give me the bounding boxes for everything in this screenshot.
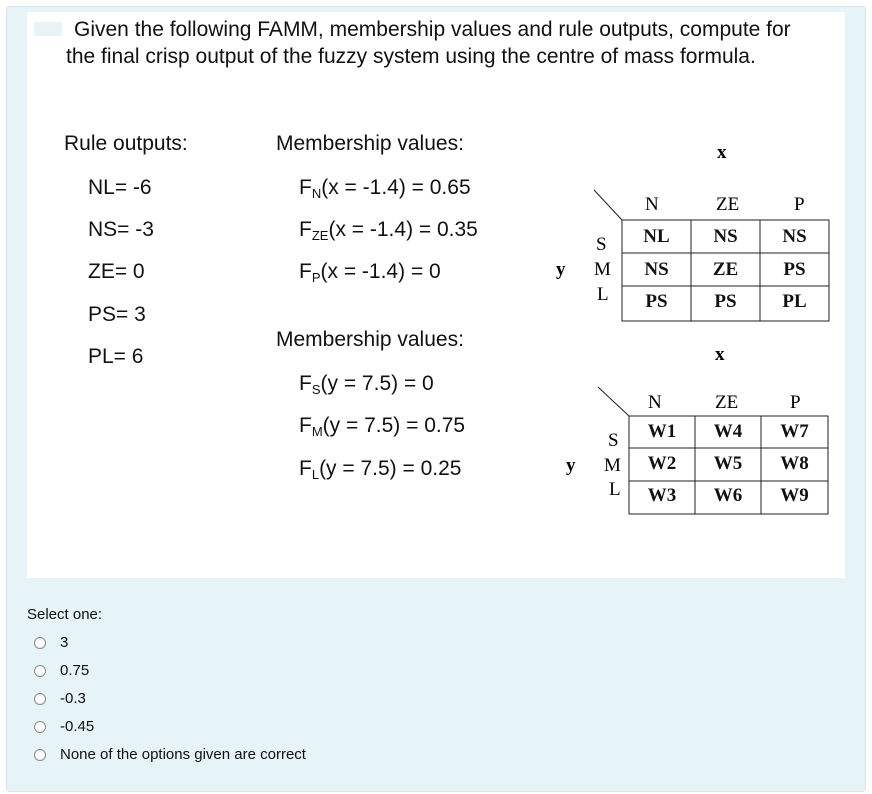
weight-row-2 — [629, 453, 828, 475]
membership-y-s: $F_S(y = 7.5) = 0$ — [299, 372, 434, 397]
answer-option-4[interactable] — [34, 718, 94, 735]
weight-cell: W2 — [647, 453, 677, 474]
famm-diagonal — [594, 190, 622, 220]
weight-col-n: N — [648, 392, 662, 413]
famm-x-label: x — [717, 142, 727, 163]
membership-y-l: $F_L(y = 7.5) = 0.25$ — [299, 457, 462, 482]
famm-cell: ZE — [712, 259, 739, 280]
rule-output-ps: PS= 3 — [88, 303, 146, 326]
famm-cell: NS — [713, 226, 738, 247]
select-one-label: Select one: — [27, 606, 103, 623]
famm-y-label: y — [556, 259, 566, 280]
famm-row-m: M — [594, 259, 611, 280]
famm-row-3 — [622, 291, 829, 313]
weight-cell: W8 — [780, 453, 809, 474]
radio-button[interactable] — [34, 665, 46, 677]
option-label[interactable]: 0.75 — [60, 662, 90, 679]
weight-cell: W9 — [780, 485, 809, 506]
famm-cell: NS — [644, 259, 669, 280]
famm-cell: PS — [645, 291, 668, 312]
weight-y-label: y — [566, 455, 576, 476]
rule-output-ns: NS= -3 — [88, 218, 154, 241]
membership-y-heading: Membership values: — [276, 328, 464, 351]
famm-col-ze: ZE — [716, 194, 740, 215]
answer-option-5[interactable] — [34, 746, 306, 763]
weight-row-m: M — [604, 455, 621, 476]
weight-cell: W4 — [713, 421, 743, 442]
membership-x-ze: $F_{ZE}(x = -1.4) = 0.35$ — [299, 218, 478, 243]
weight-row-s: S — [608, 430, 619, 451]
option-label[interactable]: -0.3 — [60, 690, 86, 707]
radio-button[interactable] — [34, 693, 46, 705]
question-line-1: Given the following FAMM, membership values and rule outputs, compute for — [74, 18, 791, 41]
membership-x-heading: Membership values: — [276, 132, 464, 155]
weight-diagonal — [598, 387, 629, 416]
famm-cell: PS — [783, 259, 806, 280]
famm-row-s: S — [596, 234, 607, 255]
answer-option-3[interactable] — [34, 690, 86, 707]
weight-x-label: x — [715, 344, 725, 365]
option-label[interactable]: None of the options given are correct — [60, 746, 306, 763]
famm-row-1 — [622, 226, 829, 248]
weight-row-1 — [629, 421, 828, 443]
membership-x-n: $F_N(x = -1.4) = 0.65$ — [299, 176, 471, 201]
weight-cell: W1 — [647, 421, 677, 442]
radio-button[interactable] — [34, 749, 46, 761]
famm-cell: NS — [782, 226, 807, 247]
answer-option-2[interactable] — [34, 662, 89, 679]
option-label[interactable]: 3 — [60, 634, 69, 651]
famm-cell: PL — [782, 291, 807, 312]
rule-output-nl: NL= -6 — [88, 176, 152, 199]
famm-row-l: L — [597, 284, 609, 305]
weight-col-p: P — [790, 392, 801, 413]
answer-option-1[interactable] — [34, 634, 68, 651]
option-label[interactable]: -0.45 — [60, 718, 95, 735]
weight-row-3 — [629, 485, 828, 507]
weight-cell: W5 — [713, 453, 743, 474]
rule-output-ze: ZE= 0 — [88, 260, 145, 283]
famm-col-n: N — [645, 194, 659, 215]
weight-cell: W7 — [780, 421, 809, 442]
weight-cell: W3 — [647, 485, 677, 506]
membership-y-m: $F_M(y = 7.5) = 0.75$ — [299, 414, 466, 439]
weight-col-ze: ZE — [715, 392, 739, 413]
radio-button[interactable] — [34, 721, 46, 733]
weight-row-l: L — [609, 479, 621, 500]
rule-outputs-heading: Rule outputs: — [64, 132, 188, 155]
radio-button[interactable] — [34, 637, 46, 649]
famm-row-2 — [622, 259, 829, 281]
famm-cell: NL — [643, 226, 670, 247]
question-line-2: the final crisp output of the fuzzy system using the centre of mass formula. — [66, 45, 756, 68]
weight-cell: W6 — [713, 485, 743, 506]
membership-x-p: $F_P(x = -1.4) = 0$ — [299, 260, 441, 285]
famm-col-p: P — [794, 194, 805, 215]
rule-output-pl: PL= 6 — [88, 345, 144, 368]
famm-cell: PS — [714, 291, 737, 312]
